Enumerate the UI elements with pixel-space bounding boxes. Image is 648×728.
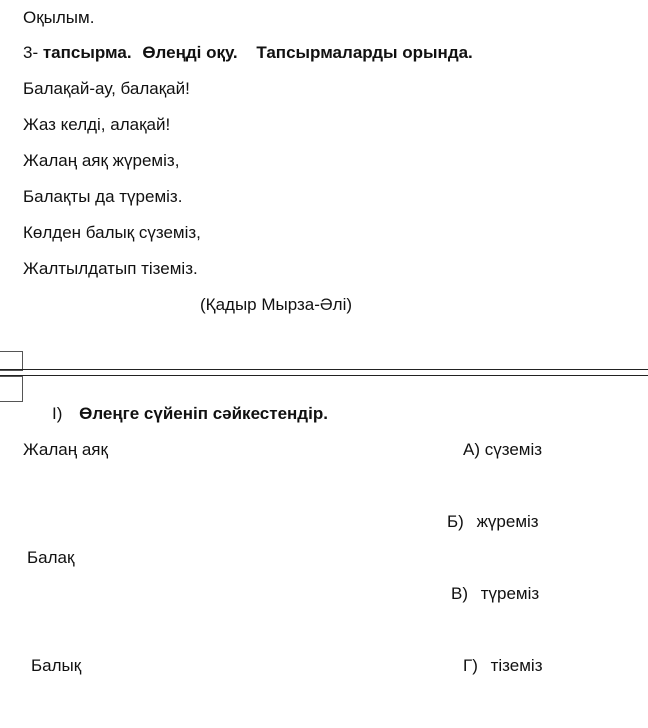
match-right-text: сүземіз xyxy=(484,440,543,459)
task-number: 3- xyxy=(23,43,39,62)
page-corner-mark-bottom xyxy=(0,376,23,402)
exercise-number: I) xyxy=(52,404,63,423)
match-right-letter: А) xyxy=(463,440,480,459)
page-break-line-bottom xyxy=(0,375,648,376)
poem-line: Жаз келді, алақай! xyxy=(23,115,171,134)
match-right-letter: Б) xyxy=(447,512,464,531)
task-instruction-read: Өлеңді оқу. xyxy=(142,43,238,62)
poem-line: Балақай-ау, балақай! xyxy=(23,79,190,98)
match-right-letter: В) xyxy=(451,584,468,603)
page-break-line-top xyxy=(0,369,648,370)
match-right-text: түреміз xyxy=(480,584,540,603)
match-right-text: жүреміз xyxy=(476,512,539,531)
match-left-item: Балақ xyxy=(27,548,75,567)
task-line xyxy=(23,43,473,63)
match-right-item xyxy=(463,656,543,676)
poem-line: Жалтылдатып тіземіз. xyxy=(23,259,198,278)
page-heading: Оқылым. xyxy=(23,8,95,27)
match-right-item xyxy=(463,440,542,460)
poem-line: Көлден балық сүземіз, xyxy=(23,223,201,242)
task-label: тапсырма. xyxy=(42,43,132,62)
match-right-letter: Г) xyxy=(463,656,478,675)
match-right-item xyxy=(451,584,539,604)
exercise-heading xyxy=(52,404,328,424)
match-left-item: Жалаң аяқ xyxy=(23,440,108,459)
match-right-item xyxy=(447,512,539,532)
poem-author: (Қадыр Мырза-Әлі) xyxy=(200,295,353,314)
poem-line: Жалаң аяқ жүреміз, xyxy=(23,151,180,170)
exercise-title: Өлеңге сүйеніп сәйкестендір. xyxy=(79,404,328,423)
match-left-item: Балық xyxy=(31,656,82,675)
poem-line: Балақты да түреміз. xyxy=(23,187,183,206)
task-instruction-do: Тапсырмаларды орында. xyxy=(256,43,473,62)
match-right-text: тіземіз xyxy=(490,656,543,675)
page-corner-mark-top xyxy=(0,351,23,371)
